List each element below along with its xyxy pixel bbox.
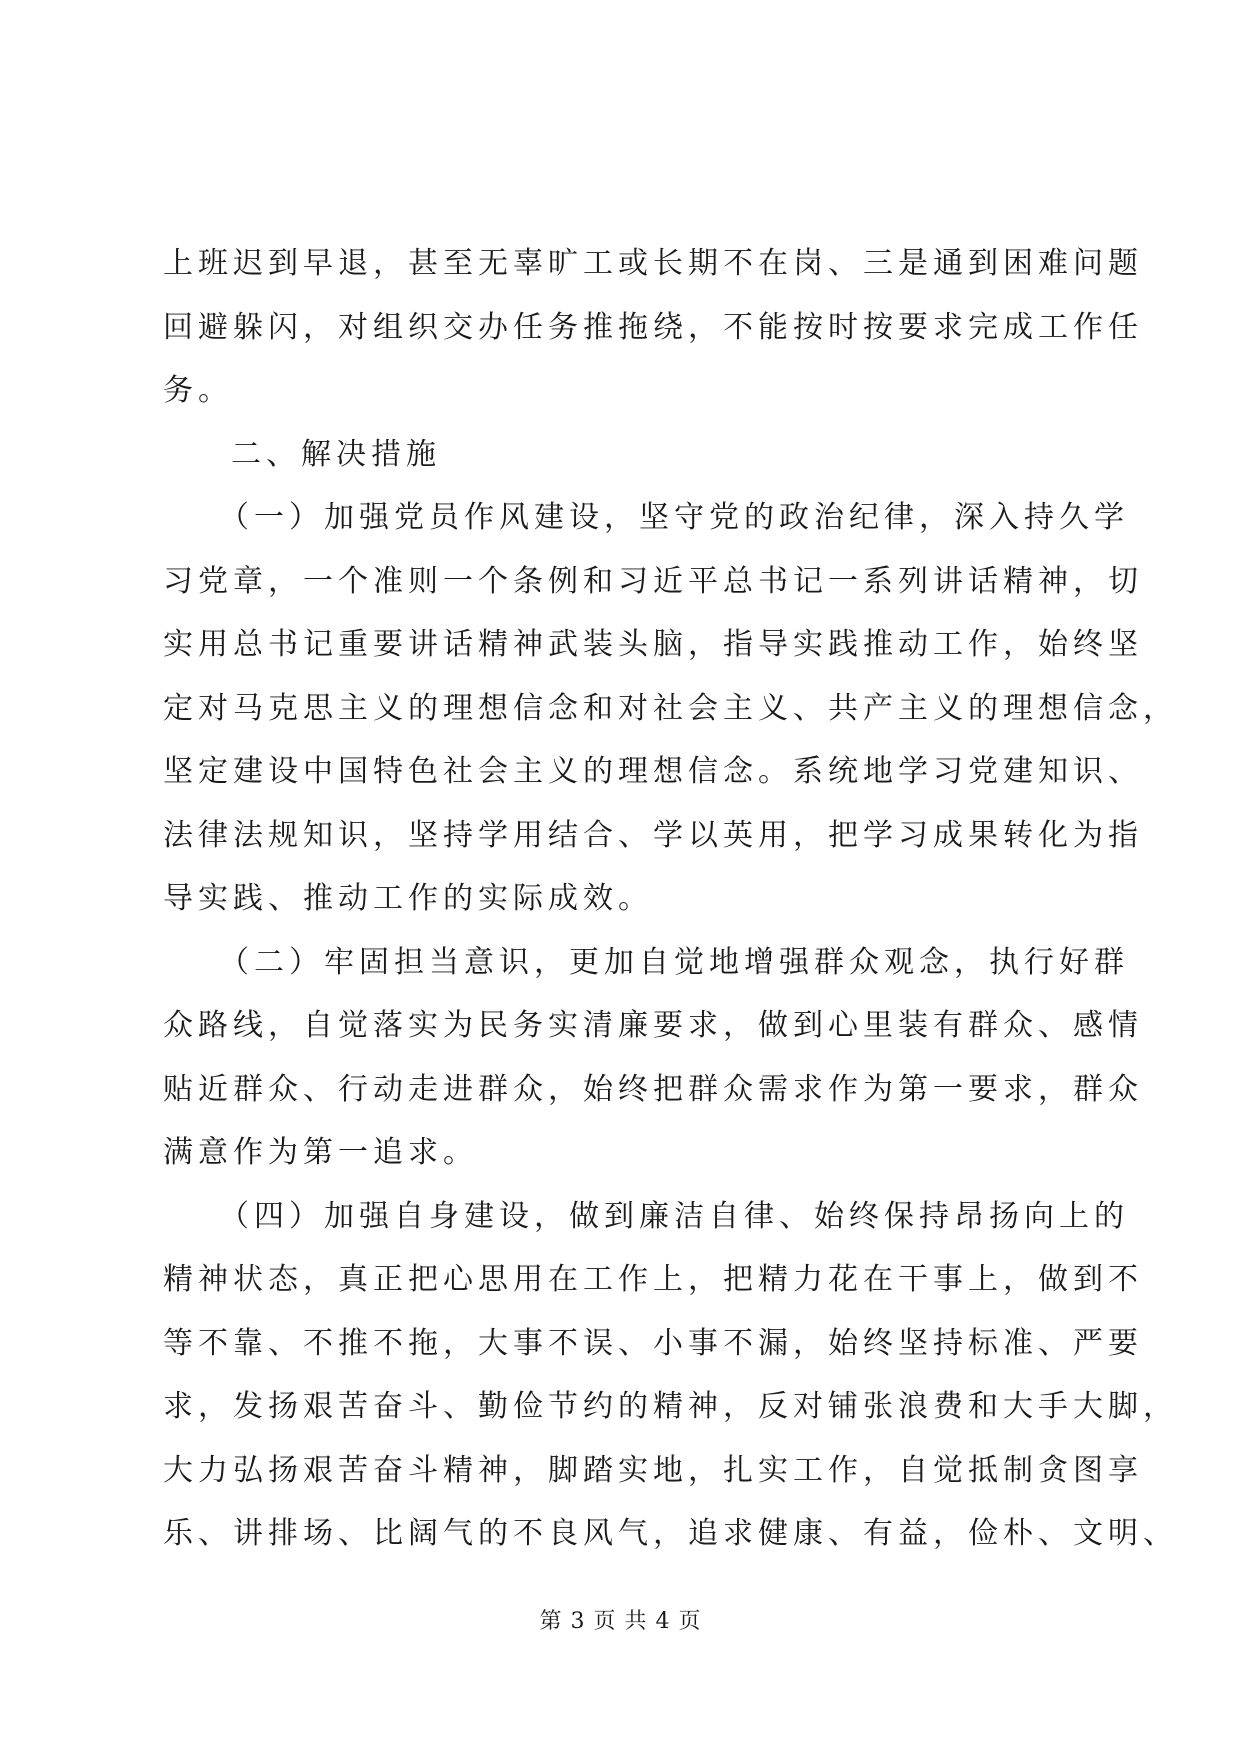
text-line: 上班迟到早退，甚至无辜旷工或长期不在岗、三是通到困难问题 — [163, 246, 1143, 281]
text-line: 乐、讲排场、比阔气的不良风气，追求健康、有益，俭朴、文明、 — [163, 1516, 1178, 1551]
text-line: 众路线，自觉落实为民务实清廉要求，做到心里装有群众、感情 — [163, 1008, 1143, 1043]
text-line: 大力弘扬艰苦奋斗精神，脚踏实地，扎实工作，自觉抵制贪图享 — [163, 1452, 1143, 1488]
text-line: 习党章，一个准则一个条例和习近平总书记一系列讲话精神，切 — [163, 563, 1143, 599]
text-line: （一）加强党员作风建设，坚守党的政治纪律，深入持久学 — [219, 500, 1129, 535]
text-line: 法律法规知识，坚持学用结合、学以英用，把学习成果转化为指 — [163, 817, 1143, 853]
section-heading: 二、解决措施 — [231, 436, 441, 472]
text-line: 导实践、推动工作的实际成效。 — [163, 881, 653, 916]
text-line: 求，发扬艰苦奋斗、勤俭节约的精神，反对铺张浪费和大手大脚， — [163, 1389, 1178, 1424]
page-number-footer: 第 3 页 共 4 页 — [539, 1609, 702, 1634]
text-line: 务。 — [163, 373, 233, 408]
text-line: 回避躲闪，对组织交办任务推拖绕，不能按时按要求完成工作任 — [163, 309, 1143, 345]
body-text — [163, 232, 1178, 1566]
text-line: 等不靠、不推不拖，大事不误、小事不漏，始终坚持标准、严要 — [163, 1325, 1143, 1361]
text-line: 坚定建设中国特色社会主义的理想信念。系统地学习党建知识、 — [163, 754, 1143, 789]
text-line: 贴近群众、行动走进群众，始终把群众需求作为第一要求，群众 — [163, 1071, 1143, 1107]
text-line: 满意作为第一追求。 — [163, 1135, 478, 1170]
text-line: 实用总书记重要讲话精神武装头脑，指导实践推动工作，始终坚 — [163, 627, 1143, 662]
text-line: 精神状态，真正把心思用在工作上，把精力花在干事上，做到不 — [163, 1262, 1143, 1297]
text-line: 定对马克思主义的理想信念和对社会主义、共产主义的理想信念， — [163, 690, 1178, 726]
text-line: （二）牢固担当意识，更加自觉地增强群众观念，执行好群 — [219, 944, 1129, 980]
text-line: （四）加强自身建设，做到廉洁自律、始终保持昂扬向上的 — [219, 1198, 1129, 1234]
